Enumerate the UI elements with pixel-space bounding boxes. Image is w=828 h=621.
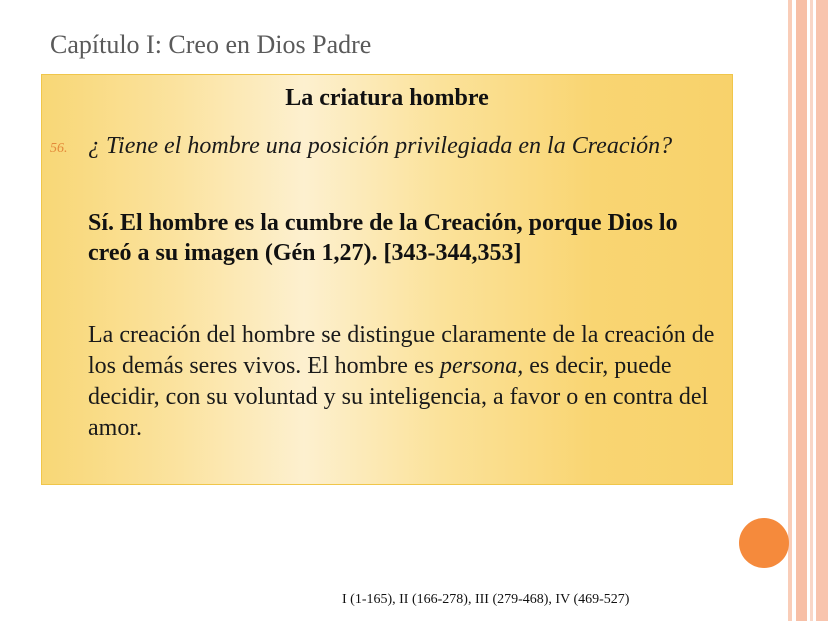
explanation-text-continued: es decir, puede decidir, con su voluntad y su inteligencia, a favor o en contra del amor.: [88, 353, 709, 441]
question-number: 56.: [50, 141, 68, 156]
decorative-orange-circle: [739, 518, 789, 568]
question-text: ¿ Tiene el hombre una posición privilegiada en la Creación?: [88, 133, 673, 159]
decorative-stripe: [810, 0, 813, 621]
explanation-paragraph: [88, 320, 728, 444]
decorative-stripe: [788, 0, 792, 621]
decorative-stripe: [816, 0, 828, 621]
slide-title: Capítulo I: Creo en Dios Padre: [50, 30, 372, 59]
footer-section-ranges: I (1-165), II (166-278), III (279-468), IV (469-527): [342, 592, 630, 607]
explanation-emphasis: persona,: [439, 353, 524, 379]
content-card: [41, 74, 733, 485]
card-heading: La criatura hombre: [285, 85, 489, 111]
decorative-stripe: [796, 0, 807, 621]
explanation-text: La creación del hombre se distingue claramente de la creación de los demás seres vivos. El hombre es: [88, 322, 715, 379]
answer-text: Sí. El hombre es la cumbre de la Creación, porque Dios lo creó a su imagen (Gén 1,27). [343-344,353]: [88, 210, 678, 266]
